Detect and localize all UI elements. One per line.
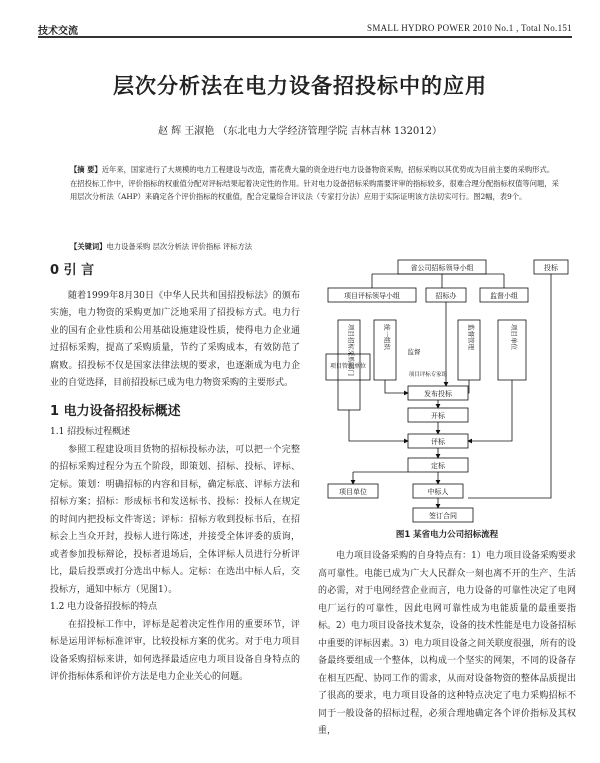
label-contract: 签订合同 <box>429 512 457 520</box>
abstract <box>70 163 560 204</box>
left-column <box>50 262 300 687</box>
label-bid-office: 招标办 <box>435 292 457 300</box>
label-open: 开标 <box>431 412 445 420</box>
heading-intro: 0 引 言 <box>50 263 95 278</box>
label-decide: 定标 <box>431 462 445 470</box>
right-column <box>318 548 576 741</box>
figure-1-caption: 图1 某省电力公司招标流程 <box>395 530 499 540</box>
keywords-text: 电力设备采购 层次分析法 评价指标 评标方法 <box>106 242 253 251</box>
label-project-unit: 项目单位 <box>510 324 518 350</box>
label-publish: 发布投标 <box>424 390 452 398</box>
keywords-label: 【关键词】 <box>70 242 107 251</box>
abstract-label: 【摘 要】 <box>70 165 102 174</box>
right-paragraph: 电力项目设备采购的自身特点有：1）电力项目设备采购要求高可靠性。电能已成为广大人民群众一刻也离不开的生产、生活的必需，对于电网经营企业而言，电力设备的可靠性决定了电网电厂运行的可靠性，因此电网可靠性成为电能质量的最重要指标。2）电力项目设备技术复杂，设备的技术性能是电力设备招标中重要的评标因素。3）电力项目设备之间关联度很强，所有的设备最终要组成一个整体，以构成一个坚实的网架，不同的设备存在相互匹配、协同工作的需求，从而对设备物资的整体品质提出了很高的要求，电力项目设备的这种特点决定了电力采购招标不同于一般设备的招标过程，必须合理地确定各个评价指标及其权重， <box>318 551 576 736</box>
authors: 赵 辉 王淑艳 （东北电力大学经济管理学院 吉林吉林 132012） <box>157 126 443 137</box>
heading-section-1: 1 电力设备招投标概述 <box>50 403 181 419</box>
figure-1-flowchart <box>318 258 580 528</box>
paper-title: 层次分析法在电力设备招投标中的应用 <box>113 74 487 98</box>
label-evaluate: 评标 <box>431 438 445 446</box>
label-co2: 统一组织 <box>383 324 391 350</box>
label-bidder: 投标 <box>544 264 558 272</box>
label-co3: 监督管理 <box>467 324 475 350</box>
keywords <box>70 242 560 252</box>
heading-section-1-2: 1.2 电力设备招投标的特点 <box>50 602 158 612</box>
intro-paragraph: 随着1999年8月30日《中华人民共和国招投标法》的颁布实施，电力物资的采购更加广泛地采用了招投标方式。电力行业的国有企业性质和公用基础设施建设性质，使得电力企业通过招标采购，提高了采购质量，节约了采购成本，有效防范了腐败。招投标不仅是国家法律法规的要求，也逐渐成为电力企业的自觉选择，目前招投标已成为电力物资采购的主要形式。 <box>50 290 300 388</box>
label-eval-committee: 项目评标专家组 <box>408 372 448 378</box>
label-winner: 中标人 <box>427 488 449 496</box>
label-top: 省公司招标领导小组 <box>410 264 474 272</box>
label-expert: 项目评标领导小组 <box>344 292 400 300</box>
label-other-dept: 项目管理单位 <box>329 363 367 370</box>
heading-section-1-1: 1.1 招投标过程概述 <box>50 427 131 437</box>
running-header <box>38 22 572 38</box>
label-project-dept: 项目单位 <box>339 488 367 496</box>
label-supervise: 监督小组 <box>490 292 518 300</box>
header-journal: SMALL HYDRO POWER 2010 No.1 , Total No.151 <box>367 23 572 33</box>
label-co4: 监督 <box>407 348 421 356</box>
header-section: 技术交流 <box>38 26 78 37</box>
abstract-text: 近年来，国家进行了大规模的电力工程建设与改造，需花费大量的资金进行电力设备物资采购，招标采购以其优势成为目前主要的采购形式。在招投标工作中，评价指标的权重值分配对评标结果起着决定性的作用。针对电力设备招标采购需要评审的指标较多，很难合理分配指标权值等问题，采用层次分析法（AHP）来确定各个评价指标的权重值，配合定量综合评议法（专家打分法）应用于实际证明该方法切实可行。图2幅，表9个。 <box>70 165 559 201</box>
section-1-2-paragraph: 在招投标工作中，评标是起着决定性作用的重要环节，评标是运用评标标准评审，比较投标方案的优劣。对于电力项目设备采购招标来讲，如何选择最适应电力项目设备自身特点的评价指标体系和评价方法是电力企业关心的问题。 <box>50 619 300 682</box>
label-co1: 项目招标采购部门 <box>347 324 355 376</box>
section-1-1-paragraph: 参照工程建设项目货物的招标投标办法，可以把一个完整的招标采购过程分为五个阶段，即策划、招标、投标、评标、定标。策划：明确招标的内容和目标，确定标底、评标方法和招标方案；招标：形成标书和发送标书、投标：投标人在规定的时间内把投标文件寄送；评标：招标方收到投标书后，在招标会上当众开封，投标人进行陈述，并接受全体评委的质询，或者参加投标辩论，投标者退场后，全体评标人员进行分析评比，最后投票或打分选出中标人。定标：在选出中标人后，交投标方，通知中标方（见图1）。 <box>50 444 300 595</box>
